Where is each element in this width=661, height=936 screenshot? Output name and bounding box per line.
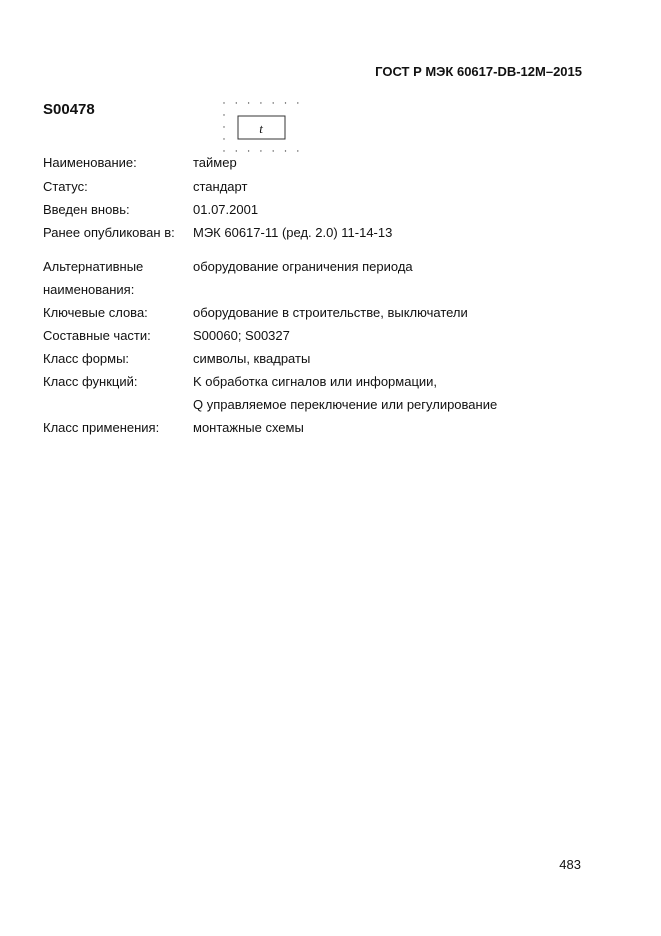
field-label: Наименование: (43, 155, 137, 170)
field-value: таймер (193, 155, 237, 170)
field-value: МЭК 60617-11 (ред. 2.0) 11-14-13 (193, 225, 393, 240)
field-value: символы, квадраты (193, 351, 311, 366)
symbol-glyph: t (259, 121, 263, 136)
field-value: S00060; S00327 (193, 328, 290, 343)
field-label: Ключевые слова: (43, 305, 148, 320)
symbol-code: S00478 (43, 101, 95, 118)
field-label: Альтернативные (43, 259, 144, 274)
field-value: 01.07.2001 (193, 202, 259, 217)
field-label: наименования: (43, 282, 135, 297)
standard-header: ГОСТ Р МЭК 60617-DB-12M–2015 (375, 64, 582, 79)
field-label: Класс применения: (43, 420, 160, 435)
field-label: Составные части: (43, 328, 151, 343)
field-value: K обработка сигналов или информации, (193, 374, 438, 389)
page-number: 483 (559, 857, 581, 872)
field-label: Ранее опубликован в: (43, 225, 175, 240)
timer-symbol-icon (222, 101, 300, 153)
field-value: монтажные схемы (193, 420, 304, 435)
field-value: оборудование ограничения периода (193, 259, 413, 274)
field-label: Класс формы: (43, 351, 130, 366)
field-value: Q управляемое переключение или регулирование (193, 397, 498, 412)
field-value: стандарт (193, 179, 248, 194)
field-label: Класс функций: (43, 374, 138, 389)
field-value: оборудование в строительстве, выключатели (193, 305, 468, 320)
field-label: Статус: (43, 179, 88, 194)
field-label: Введен вновь: (43, 202, 130, 217)
